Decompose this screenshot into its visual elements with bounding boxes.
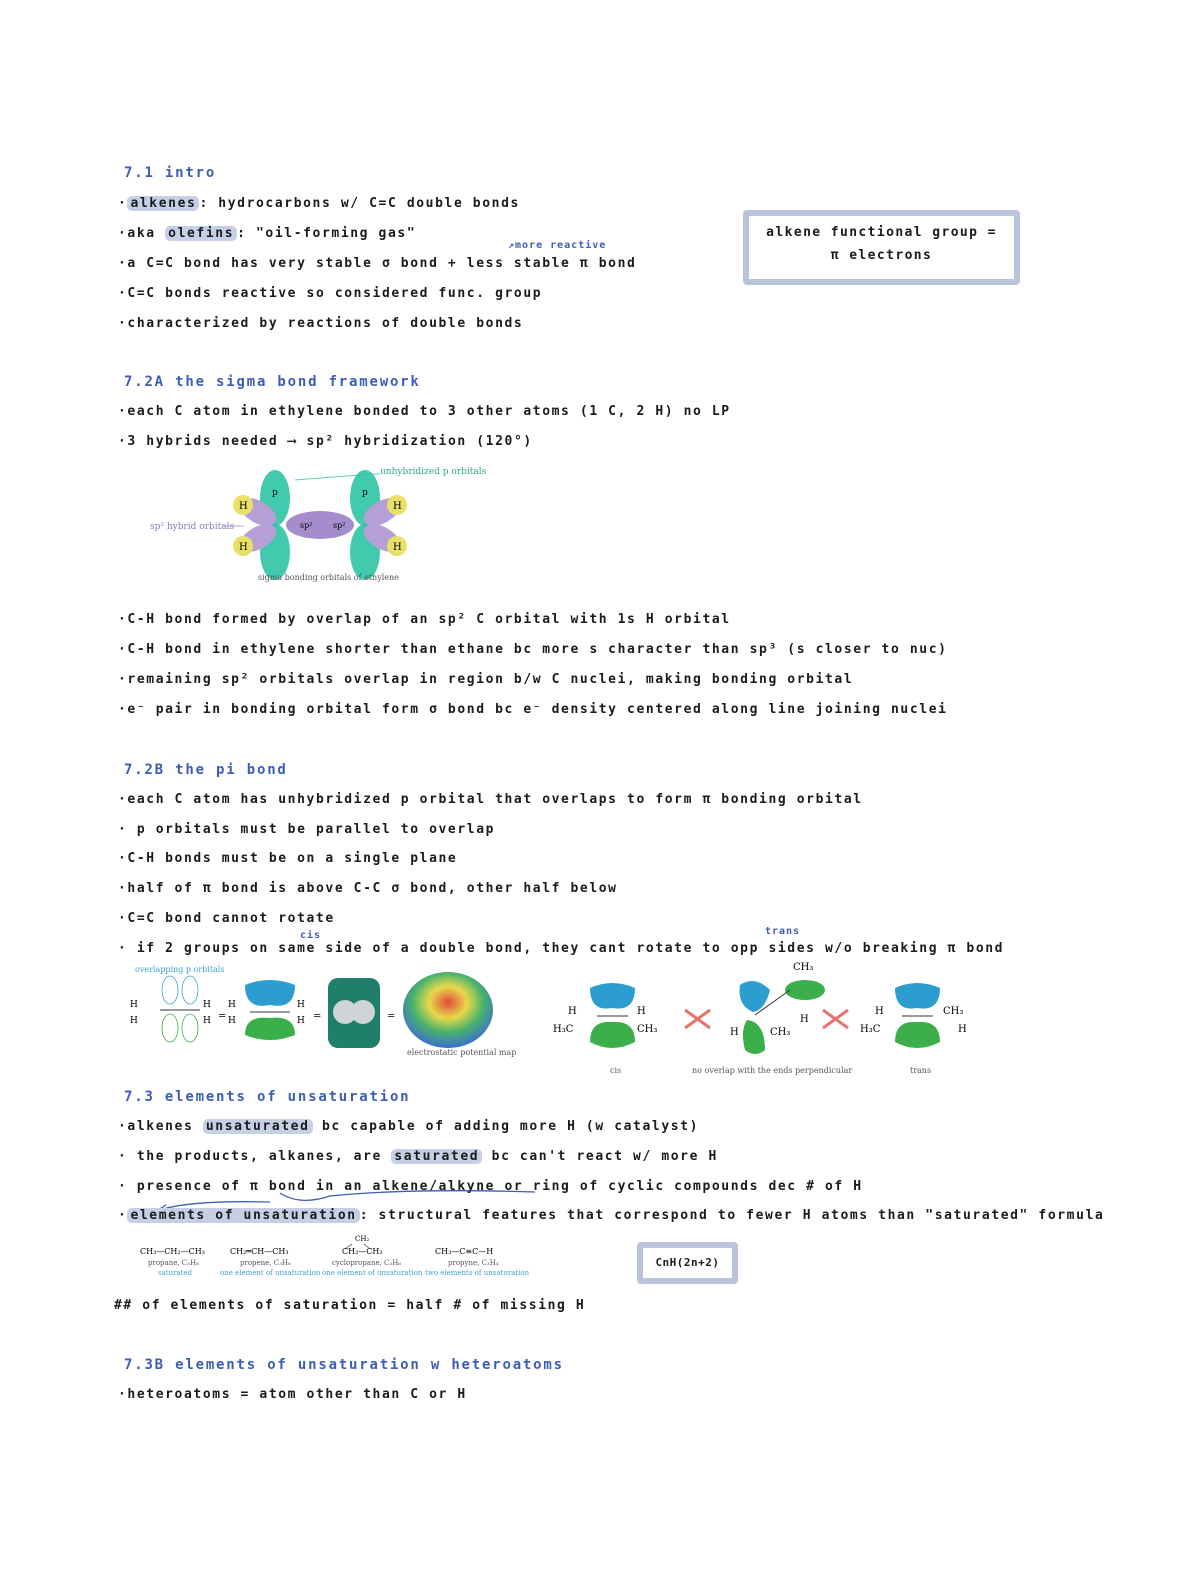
cis-label: cis [610, 1066, 622, 1075]
esp-map [403, 972, 493, 1048]
equals-sign: = [218, 1011, 227, 1022]
equals-sign: = [387, 1011, 396, 1022]
h3c-label: H₃C [860, 1024, 881, 1035]
h-label: H [228, 1016, 236, 1026]
overlap-label: overlapping p orbitals [135, 965, 225, 974]
h-label: H [393, 542, 402, 553]
line-sp2-hybridization: ·3 hybrids needed ⟶ sp² hybridization (120°) [118, 434, 533, 449]
note-more-reactive: ↗more reactive [508, 240, 607, 251]
line-single-plane: ·C-H bonds must be on a single plane [118, 851, 458, 866]
formula-propene: CH₂═CH—CH₃ [230, 1247, 289, 1256]
trans-label: trans [910, 1066, 932, 1075]
h-label: H [239, 542, 248, 553]
ch3-label: CH₃ [943, 1006, 964, 1017]
name-propane: propane, C₃H₈ [148, 1259, 199, 1267]
highlight-saturated: saturated [391, 1149, 482, 1164]
section-title-7-2b: 7.2B the pi bond [124, 762, 288, 778]
p-label: p [272, 488, 278, 498]
sp2-label: sp² [333, 521, 346, 530]
h-label: H [239, 501, 248, 512]
cross-icon [823, 1010, 848, 1028]
perpendicular-label: no overlap with the ends perpendicular [692, 1066, 853, 1075]
line-remaining-sp2: ·remaining sp² orbitals overlap in region b/w C nuclei, making bonding orbital [118, 672, 854, 687]
functional-group-box-line2: π electrons [830, 248, 933, 263]
h-label: H [203, 1016, 211, 1026]
section-title-7-1: 7.1 intro [124, 165, 217, 181]
tag-propyne: two elements of unsaturation [425, 1269, 530, 1277]
h-label: H [568, 1006, 577, 1017]
highlight-olefins: olefins [165, 226, 237, 241]
ch3-label: CH₃ [770, 1027, 791, 1038]
highlight-elements-of-unsaturation: elements of unsaturation [127, 1208, 359, 1223]
section-title-7-3: 7.3 elements of unsaturation [124, 1089, 411, 1105]
name-cyclopropane: cyclopropane, C₃H₆ [332, 1259, 402, 1267]
functional-group-box [743, 210, 1020, 285]
line-reactions: ·characterized by reactions of double bonds [118, 316, 524, 331]
line-cis-trans: · if 2 groups on same side of a double bond, they cant rotate to opp sides w/o breaking π bond [118, 941, 1005, 956]
h-label: H [297, 1016, 305, 1026]
line-olefins: ·aka olefins : "oil-forming gas" [118, 226, 417, 241]
line-p-orbital-overlap: ·each C atom has unhybridized p orbital that overlaps to form π bonding orbital [118, 792, 863, 807]
h-label: H [730, 1027, 739, 1038]
unhybridized-label: unhybridized p orbitals [380, 467, 487, 477]
section-title-7-3b: 7.3B elements of unsaturation w heteroatoms [124, 1357, 564, 1373]
sp2-hybrid-label: sp² hybrid orbitals [150, 522, 235, 532]
functional-group-box-line1: alkene functional group = [766, 225, 997, 240]
h-label: H [203, 1000, 211, 1010]
line-ch-shorter: ·C-H bond in ethylene shorter than ethane bc more s character than sp³ (s closer to nuc) [118, 642, 948, 657]
h-label: H [297, 1000, 305, 1010]
esp-label: electrostatic potential map [407, 1048, 517, 1057]
note-trans: trans [765, 926, 801, 937]
line-electron-pair: ·e⁻ pair in bonding orbital form σ bond bc e⁻ density centered along line joining nuclei [118, 702, 948, 717]
p-label: p [362, 488, 368, 498]
formula-cyclopropane: CH₂—CH₂ [342, 1247, 383, 1256]
formula-box: CnH(2n+2) [637, 1242, 738, 1284]
formula-cyclopropane-top: CH₂ [355, 1235, 370, 1243]
section-title-7-2a: 7.2A the sigma bond framework [124, 374, 421, 390]
ch3-label: CH₃ [793, 962, 814, 973]
name-propyne: propyne, C₃H₄ [448, 1259, 499, 1267]
note-cis: cis [300, 930, 322, 941]
line-presence-pi: · presence of π bond in an alkene/alkyne or ring of cyclic compounds dec # of H [118, 1179, 863, 1194]
pi-bond-figure [125, 960, 1005, 1080]
line-sigma-pi: ·a C=C bond has very stable σ bond + less stable π bond [118, 256, 637, 271]
formula-propane: CH₃—CH₂—CH₃ [140, 1247, 205, 1256]
line-parallel: · p orbitals must be parallel to overlap [118, 822, 496, 837]
cross-icon [685, 1010, 710, 1028]
name-propene: propene, C₃H₆ [240, 1259, 291, 1267]
h-label: H [958, 1024, 967, 1035]
formula-propyne: CH₃—C≡C—H [435, 1247, 494, 1256]
tag-propene: one element of unsaturation [220, 1269, 321, 1277]
line-elements-def: · elements of unsaturation : structural features that correspond to fewer H atoms than "saturated" formula [118, 1208, 1105, 1223]
line-ch-bond: ·C-H bond formed by overlap of an sp² C orbital with 1s H orbital [118, 612, 731, 627]
h3c-label: H₃C [553, 1024, 574, 1035]
line-alkenes-def: · alkenes : hydrocarbons w/ C=C double bonds [118, 196, 520, 211]
ch3-label: CH₃ [637, 1024, 658, 1035]
line-no-rotate: ·C=C bond cannot rotate [118, 911, 335, 926]
h-label: H [875, 1006, 884, 1017]
highlight-unsaturated: unsaturated [203, 1119, 313, 1134]
line-func-group: ·C=C bonds reactive so considered func. group [118, 286, 543, 301]
line-ethylene-bonding: ·each C atom in ethylene bonded to 3 other atoms (1 C, 2 H) no LP [118, 404, 731, 419]
line-heteroatoms: ·heteroatoms = atom other than C or H [118, 1387, 467, 1402]
figure-caption: sigma bonding orbitals of ethylene [258, 573, 399, 582]
line-unsaturated: ·alkenes unsaturated bc capable of adding more H (w catalyst) [118, 1119, 700, 1134]
line-saturated: · the products, alkanes, are saturated bc can't react w/ more H [118, 1149, 718, 1164]
h-label: H [228, 1000, 236, 1010]
tag-propane: saturated [158, 1269, 193, 1277]
sigma-orbitals-figure [140, 460, 520, 590]
h-label: H [130, 1000, 138, 1010]
line-elements-count: ## of elements of saturation = half # of missing H [114, 1298, 586, 1313]
unsaturation-examples-figure [130, 1232, 530, 1282]
h-label: H [637, 1006, 646, 1017]
h-label: H [800, 1014, 809, 1025]
highlight-alkenes: alkenes [127, 196, 199, 211]
line-half-pi: ·half of π bond is above C-C σ bond, other half below [118, 881, 618, 896]
h-label: H [130, 1016, 138, 1026]
equals-sign: = [313, 1011, 322, 1022]
sp2-label: sp² [300, 521, 313, 530]
h-label: H [393, 501, 402, 512]
tag-cyclopropane: one element of unsaturation [322, 1269, 423, 1277]
